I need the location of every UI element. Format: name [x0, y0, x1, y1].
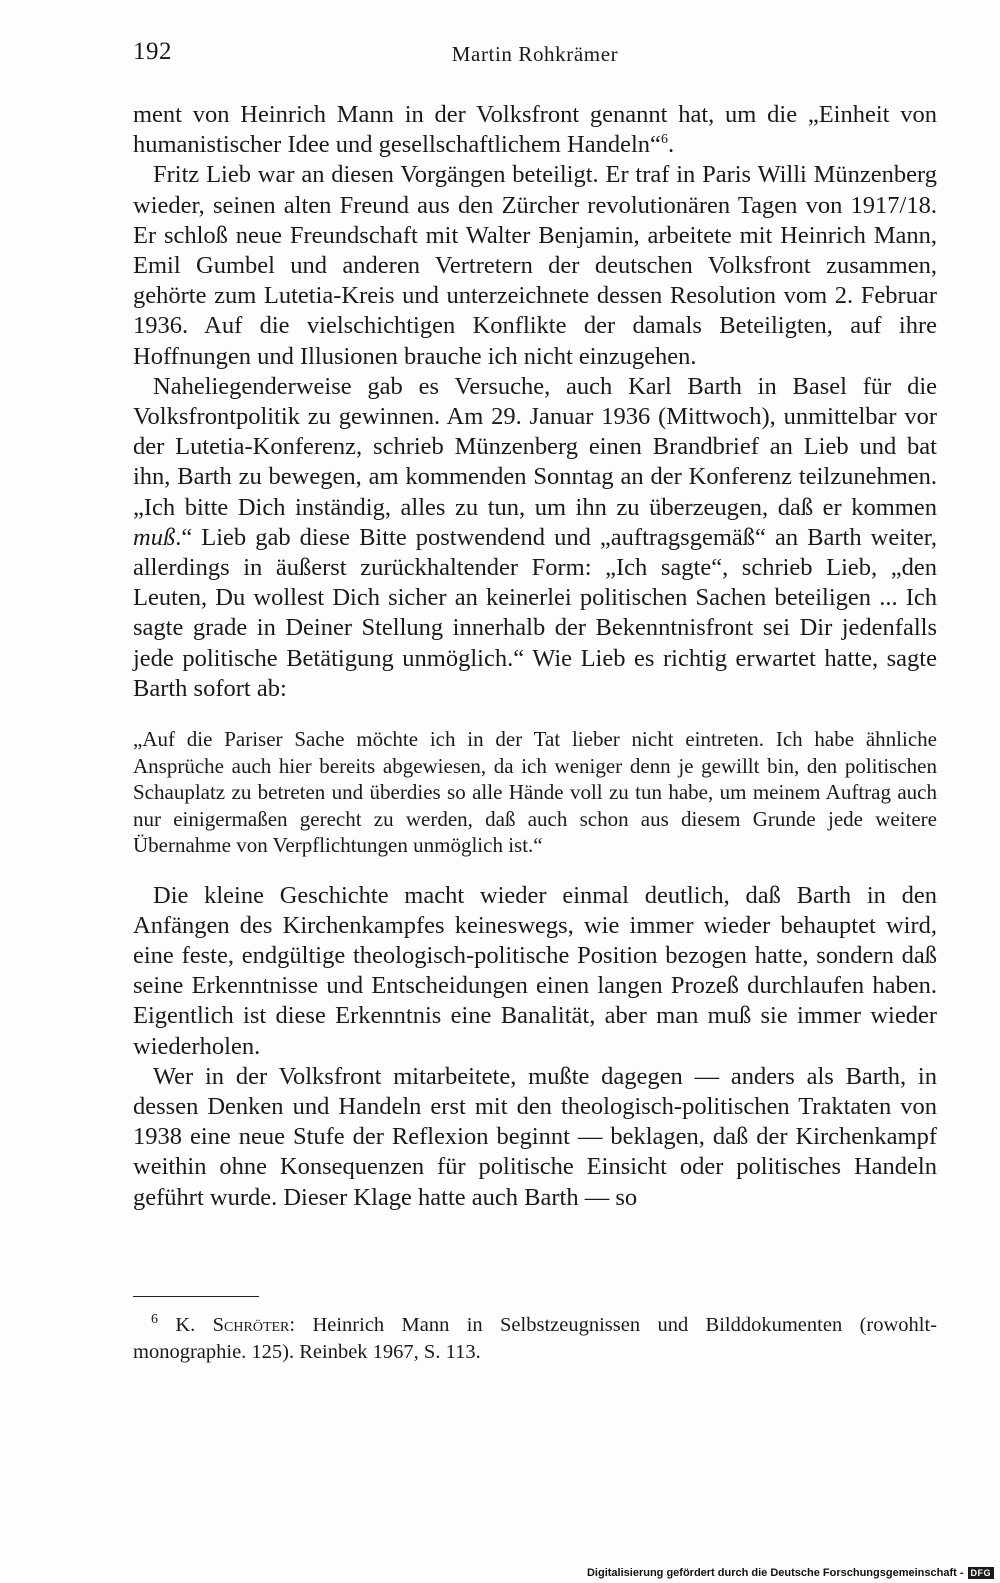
body-text — [133, 100, 937, 1213]
footnote-divider — [133, 1296, 259, 1297]
dfg-logo-icon: DFG — [968, 1567, 995, 1579]
block-quote: „Auf die Pariser Sache möchte ich in der Tat lieber nicht eintreten. Ich habe ähnliche Ansprüche auch hier bereits abgewiesen, da ich weniger denn je gewillt bin, den politischen Schauplatz zu betreten und überdies so alle Hände voll zu tun habe, um meinem Auftrag auch nur einigermaßen gerecht zu werden, daß auch schon aus diesem Grunde jede weitere Übernahme von Verpflichtungen unmöglich ist.“ — [133, 727, 937, 858]
paragraph-1-text: ment von Heinrich Mann in der Volksfront genannt hat, um die „Einheit von humanistischer Idee und gesellschaftlichem Handeln“ — [133, 101, 937, 159]
page-header — [133, 38, 937, 78]
paragraph-3-text-b: .“ Lieb gab diese Bitte postwendend und „auftragsgemäß“ an Barth weiter, allerdings in äußerst zurückhaltender Form: „Ich sagte“, schrieb Lieb, „den Leuten, Du wollest Dich sicher an keinerlei politischen Sachen beteiligen ... Ich sagte grade in Deiner Stellung innerhalb der Bekenntnisfront sei Dir jedenfalls jede politische Betätigung unmöglich.“ Wie Lieb es richtig erwartet hatte, sagte Barth sofort ab: — [133, 523, 937, 702]
paragraph-1 — [133, 100, 937, 160]
footnote-author: K. Schröter — [175, 1314, 290, 1336]
paragraph-4: Die kleine Geschichte macht wieder einmal deutlich, daß Barth in den Anfängen des Kirchenkampfes keineswegs, wie immer wieder behauptet wird, eine feste, endgültige theologisch-politische Position bezogen hatte, sondern daß seine Erkenntnisse und Entscheidungen einen langen Prozeß durchlaufen haben. Eigentlich ist diese Erkenntnis eine Banalität, aber man muß sie immer wieder wiederholen. — [133, 881, 937, 1060]
paragraph-3-italic: muß — [133, 523, 176, 551]
paragraph-2: Fritz Lieb war an diesen Vorgängen beteiligt. Er traf in Paris Willi Münzenberg wieder, seinen alten Freund aus den Zürcher revolutionären Tagen von 1917/18. Er schloß neue Freundschaft mit Walter Benjamin, arbeitete mit Heinrich Mann, Emil Gumbel und anderen Vertretern der deutschen Volksfront zusammen, gehörte zum Lutetia-Kreis und unterzeichnete dessen Resolution vom 2. Februar 1936. Auf die vielschichtigen Konflikte der damals Beteiligten, auf ihre Hoffnungen und Illusionen brauche ich nicht einzugehen. — [133, 161, 937, 370]
paragraph-5: Wer in der Volksfront mitarbeitete, mußte dagegen — anders als Barth, in dessen Denken und Handeln erst mit den theologisch-politischen Traktaten von 1938 eine neue Stufe der Reflexion beginnt — beklagen, daß der Kirchenkampf weithin ohne Konsequenzen für politische Einsicht oder politisches Handeln geführt wurde. Dieser Klage hatte auch Barth — so — [133, 1062, 937, 1211]
footnote-reference: 6 — [660, 132, 668, 148]
digitization-credit-text: Digitalisierung gefördert durch die Deutsche Forschungsgemeinschaft - — [586, 1567, 964, 1579]
paragraph-3 — [133, 372, 937, 704]
footnote-number: 6 — [151, 1312, 158, 1328]
footnote — [133, 1312, 937, 1365]
paragraph-1-end: . — [667, 131, 675, 159]
paragraph-3-text-a: Naheliegenderweise gab es Versuche, auch Karl Barth in Basel für die Volksfrontpolitik zu gewinnen. Am 29. Januar 1936 (Mittwoch), unmittelbar vor der Lutetia-Konferenz, schrieb Münzenberg einen Brandbrief an Lieb und bat ihn, Barth zu bewegen, am kommenden Sonntag an der Konferenz teilzunehmen. „Ich bitte Dich inständig, alles zu tun, um ihn zu überzeugen, daß er kommen — [133, 372, 937, 521]
running-head: Martin Rohkrämer — [451, 42, 619, 66]
page-number: 192 — [133, 38, 172, 65]
digitization-credit — [587, 1567, 994, 1579]
footnote-text: : Heinrich Mann in Selbstzeugnissen und Bilddokumenten (rowohlt-monographie. 125). Reinbek 1967, S. 113. — [133, 1314, 937, 1363]
